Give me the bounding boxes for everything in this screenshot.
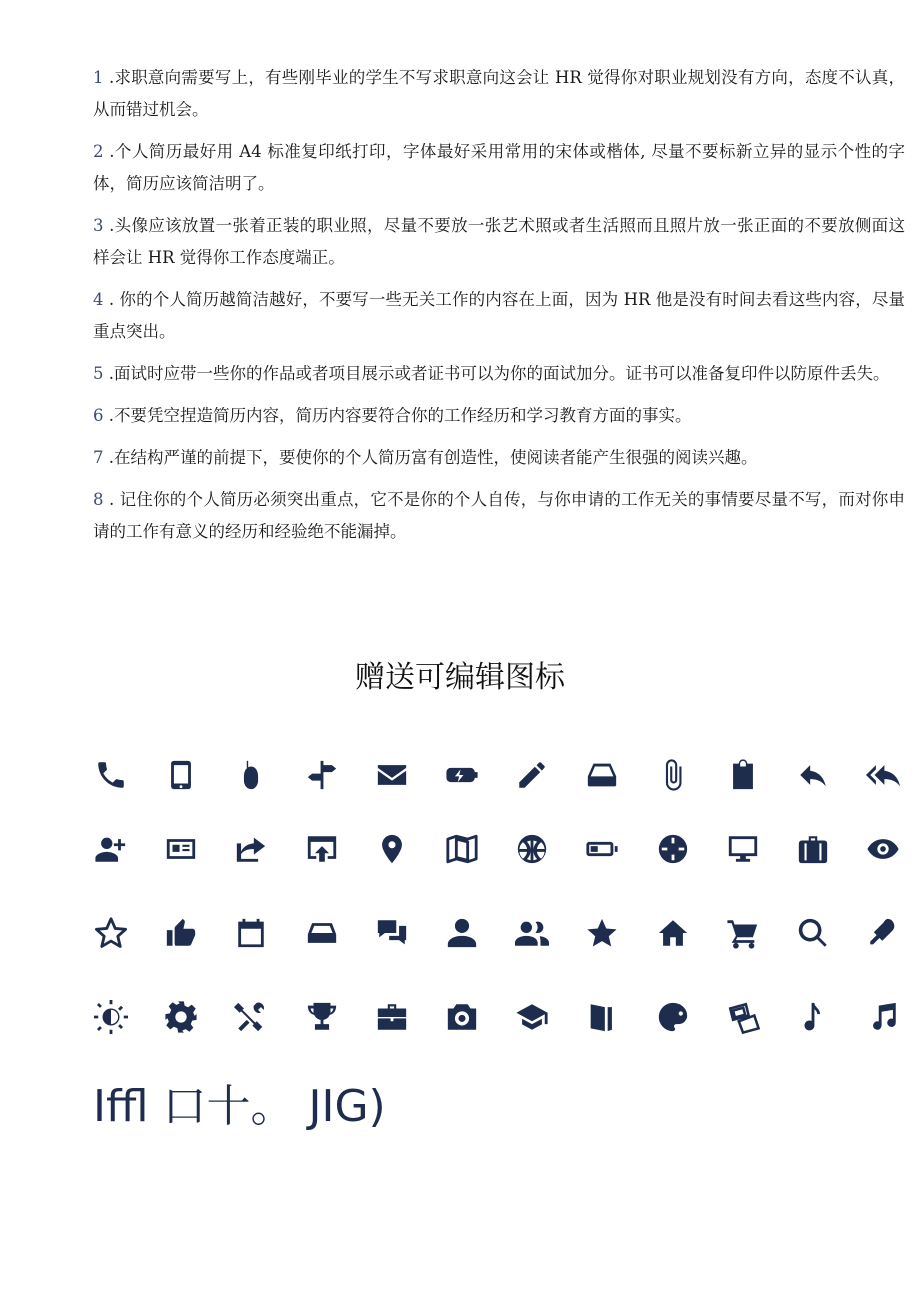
tip-item <box>93 442 905 474</box>
footer-glyphs: Iffl 口十。 JIG) <box>93 1081 386 1132</box>
tip-number: 8 <box>93 490 104 509</box>
mobile-icon <box>162 756 200 794</box>
paperclip-icon <box>654 756 692 794</box>
trophy-icon <box>303 998 341 1036</box>
photos-icon <box>724 998 762 1036</box>
thumbs-up-icon <box>162 914 200 952</box>
tip-text: .不要凭空捏造简历内容，简历内容要符合你的工作经历和学习教育方面的事实。 <box>103 406 692 425</box>
mail-icon <box>373 756 411 794</box>
tools-icon <box>232 998 270 1036</box>
chat-icon <box>373 914 411 952</box>
tip-number: 4 <box>93 290 104 309</box>
gear-icon <box>162 998 200 1036</box>
location-pin-icon <box>373 830 411 868</box>
eye-icon <box>864 830 902 868</box>
map-icon <box>443 830 481 868</box>
home-icon <box>654 914 692 952</box>
microphone-icon <box>864 914 902 952</box>
graduation-cap-icon <box>513 998 551 1036</box>
brightness-icon <box>92 998 130 1036</box>
signpost-icon <box>303 756 341 794</box>
music-note-icon <box>794 998 832 1036</box>
camera-icon <box>443 998 481 1036</box>
battery-low-icon <box>583 830 621 868</box>
tray-icon <box>303 914 341 952</box>
icon-row <box>92 914 904 954</box>
tip-text: .头像应该放置一张着正装的职业照，尽量不要放一张艺术照或者生活照而且照片放一张正面的不要放侧面这样会让 HR 觉得你工作态度端正。 <box>93 216 905 267</box>
icon-row <box>92 830 904 870</box>
tip-number: 6 <box>93 406 104 425</box>
reply-all-icon <box>864 756 902 794</box>
add-user-icon <box>92 830 130 868</box>
tip-item <box>93 210 905 274</box>
share-icon <box>232 830 270 868</box>
mouse-icon <box>232 756 270 794</box>
calendar-icon <box>232 914 270 952</box>
battery-charging-icon <box>443 756 481 794</box>
tip-text: . 记住你的个人简历必须突出重点，它不是你的个人自传，与你申请的工作无关的事情要尽量不写，而对你申请的工作有意义的经历和经验绝不能漏掉。 <box>93 490 905 541</box>
briefcase-icon <box>373 998 411 1036</box>
crosshair-icon <box>654 830 692 868</box>
book-icon <box>583 998 621 1036</box>
tip-number: 2 <box>93 142 104 161</box>
reply-icon <box>794 756 832 794</box>
tip-item <box>93 284 905 348</box>
tip-text: .在结构严谨的前提下，要使你的个人简历富有创造性，使阅读者能产生很强的阅读兴趣。 <box>103 448 758 467</box>
user-icon <box>443 914 481 952</box>
icon-row <box>92 756 904 796</box>
pencil-icon <box>513 756 551 794</box>
suitcase-icon <box>794 830 832 868</box>
users-icon <box>513 914 551 952</box>
palette-icon <box>654 998 692 1036</box>
tip-text: . 你的个人简历越简洁越好，不要写一些无关工作的内容在上面，因为 HR 他是没有时间去看这些内容，尽量重点突出。 <box>93 290 905 341</box>
tip-text: .求职意向需要写上，有些刚毕业的学生不写求职意向这会让 HR 觉得你对职业规划没有方向，态度不认真，从而错过机会。 <box>93 68 905 119</box>
search-icon <box>794 914 832 952</box>
tip-number: 5 <box>93 364 104 383</box>
monitor-icon <box>724 830 762 868</box>
tips-list <box>93 62 905 558</box>
section-heading: 赠送可编辑图标 <box>355 660 565 695</box>
tip-item <box>93 136 905 200</box>
tip-item <box>93 400 905 432</box>
basketball-icon <box>513 830 551 868</box>
icon-row <box>92 998 904 1038</box>
phone-icon <box>92 756 130 794</box>
upload-window-icon <box>303 830 341 868</box>
tip-item <box>93 484 905 548</box>
tip-number: 3 <box>93 216 104 235</box>
tip-number: 7 <box>93 448 104 467</box>
tip-text: .个人简历最好用 A4 标准复印纸打印，字体最好采用常用的宋体或楷体, 尽量不要标新立异的显示个性的字体，简历应该简洁明了。 <box>93 142 905 193</box>
star-icon <box>583 914 621 952</box>
id-card-icon <box>162 830 200 868</box>
inbox-icon <box>583 756 621 794</box>
music-notes-icon <box>864 998 902 1036</box>
star-outline-icon <box>92 914 130 952</box>
tip-number: 1 <box>93 68 104 87</box>
tip-item <box>93 358 905 390</box>
tip-item <box>93 62 905 126</box>
cart-icon <box>724 914 762 952</box>
clipboard-icon <box>724 756 762 794</box>
tip-text: .面试时应带一些你的作品或者项目展示或者证书可以为你的面试加分。证书可以准备复印件以防原件丢失。 <box>103 364 890 383</box>
